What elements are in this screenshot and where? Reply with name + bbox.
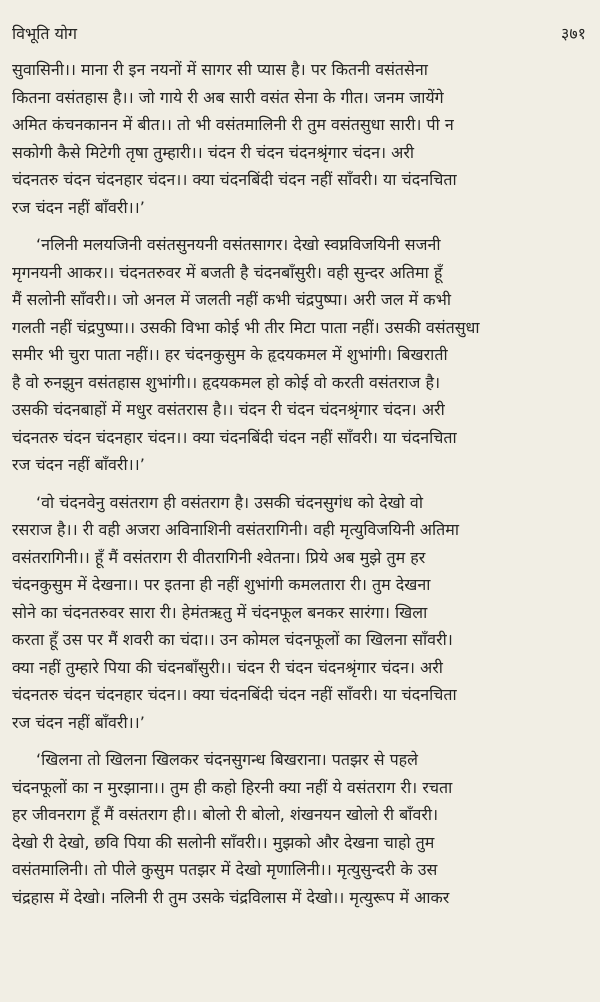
text-line: सुवासिनी।। माना री इन नयनों में सागर सी प्यास है। पर कितनी वसंतसेना bbox=[12, 60, 428, 79]
paragraph-gap bbox=[12, 736, 586, 746]
text-line: रज चंदन नहीं बाँवरी।।’ bbox=[12, 197, 145, 217]
paragraph bbox=[12, 56, 586, 221]
paragraph bbox=[12, 746, 586, 911]
text-line: चंद्रहास में देखो। नलिनी री तुम उसके चंद्रविलास में देखो।। मृत्युरूप में आकर bbox=[12, 887, 450, 907]
text-line: समीर भी चुरा पाता नहीं।। हर चंदनकुसुम के हृदयकमल में शुभांगी। बिखराती bbox=[12, 345, 448, 364]
text-line: क्या नहीं तुम्हारे पिया की चंदनबाँसुरी।। चंदन री चंदन चंदनश्रृंगार चंदन। अरी bbox=[12, 657, 443, 677]
text-line: मृगनयनी आकर।। चंदनतरुवर में बजती है चंदनबाँसुरी। वही सुन्दर अतिमा हूँ bbox=[12, 262, 443, 282]
text-line: अमित कंचनकानन में बीत।। तो भी वसंतमालिनी री तुम वसंतसुधा सारी। पी न bbox=[12, 115, 454, 134]
text-line: ‘नलिनी मलयजिनी वसंतसुनयनी वसंतसागर। देखो स्वप्नविजयिनी सजनी bbox=[36, 235, 441, 254]
text-line: देखो री देखो, छवि पिया की सलोनी साँवरी।। मुझको और देखना चाहो तुम bbox=[12, 832, 435, 852]
page-number: ३७१ bbox=[561, 24, 586, 43]
paragraph-gap bbox=[12, 221, 586, 231]
text-line: रज चंदन नहीं बाँवरी।।’ bbox=[12, 712, 145, 732]
text-line: रसराज है।। री वही अजरा अविनाशिनी वसंतरागिनी। वही मृत्युविजयिनी अतिमा bbox=[12, 520, 460, 539]
text-line: वसंतमालिनी। तो पीले कुसुम पतझर में देखो मृणालिनी।। मृत्युसुन्दरी के उस bbox=[12, 860, 438, 879]
text-line: कितना वसंतहास है।। जो गाये री अब सारी वसंत सेना के गीत। जनम जायेंगे bbox=[12, 87, 444, 107]
text-line: ‘वो चंदनवेनु वसंतराग ही वसंतराग है। उसकी चंदनसुगंध को देखो वो bbox=[36, 492, 423, 512]
text-line: उसकी चंदनबाहों में मधुर वसंतरास है।। चंदन री चंदन चंदनश्रृंगार चंदन। अरी bbox=[12, 400, 445, 419]
text-line: रज चंदन नहीं बाँवरी।।’ bbox=[12, 455, 145, 474]
page-header bbox=[12, 22, 586, 48]
text-line: चंदनतरु चंदन चंदनहार चंदन।। क्या चंदनबिंदी चंदन नहीं साँवरी। या चंदनचिता bbox=[12, 685, 457, 704]
text-line: सोने का चंदनतरुवर सारा री। हेमंतऋतु में चंदनफूल बनकर सारंगा। खिला bbox=[12, 602, 428, 622]
paragraph-gap bbox=[12, 479, 586, 489]
page-body bbox=[12, 56, 586, 911]
text-line: वसंतरागिनी।। हूँ मैं वसंतराग री वीतरागिनी श्वेतना। प्रिये अब मुझे तुम हर bbox=[12, 547, 426, 567]
text-line: है वो रुनझुन वसंतहास शुभांगी।। हृदयकमल हो कोई वो करती वसंतराज है। bbox=[12, 372, 441, 392]
text-line: चंदनतरु चंदन चंदनहार चंदन।। क्या चंदनबिंदी चंदन नहीं साँवरी। या चंदनचिता bbox=[12, 427, 457, 447]
text-line: ‘खिलना तो खिलना खिलकर चंदनसुगन्ध बिखराना। पतझर से पहले bbox=[36, 750, 419, 769]
text-line: चंदनतरु चंदन चंदनहार चंदन।। क्या चंदनबिंदी चंदन नहीं साँवरी। या चंदनचिता bbox=[12, 170, 457, 189]
paragraph bbox=[12, 489, 586, 737]
text-line: हर जीवनराग हूँ मैं वसंतराग ही।। बोलो री बोलो, शंखनयन खोलो री बाँवरी। bbox=[12, 805, 439, 824]
chapter-title: विभूति योग bbox=[12, 24, 78, 43]
paragraph bbox=[12, 231, 586, 479]
text-line: करता हूँ उस पर मैं शवरी का चंदा।। उन कोमल चंदनफूलों का खिलना साँवरी। bbox=[12, 630, 453, 649]
text-line: मैं सलोनी साँवरी।। जो अनल में जलती नहीं कभी चंद्रपुष्पा। अरी जल में कभी bbox=[12, 290, 451, 309]
text-line: चंदनफूलों का न मुरझाना।। तुम ही कहो हिरनी क्या नहीं ये वसंतराग री। रचता bbox=[12, 777, 453, 797]
text-line: सकोगी कैसे मिटेगी तृषा तुम्हारी।। चंदन री चंदन चंदनश्रृंगार चंदन। अरी bbox=[12, 142, 415, 162]
text-line: गलती नहीं चंद्रपुष्पा।। उसकी विभा कोई भी तीर मिटा पाता नहीं। उसकी वसंतसुधा bbox=[12, 317, 480, 337]
text-line: चंदनकुसुम में देखना।। पर इतना ही नहीं शुभांगी कमलतारा री। तुम देखना bbox=[12, 575, 431, 594]
